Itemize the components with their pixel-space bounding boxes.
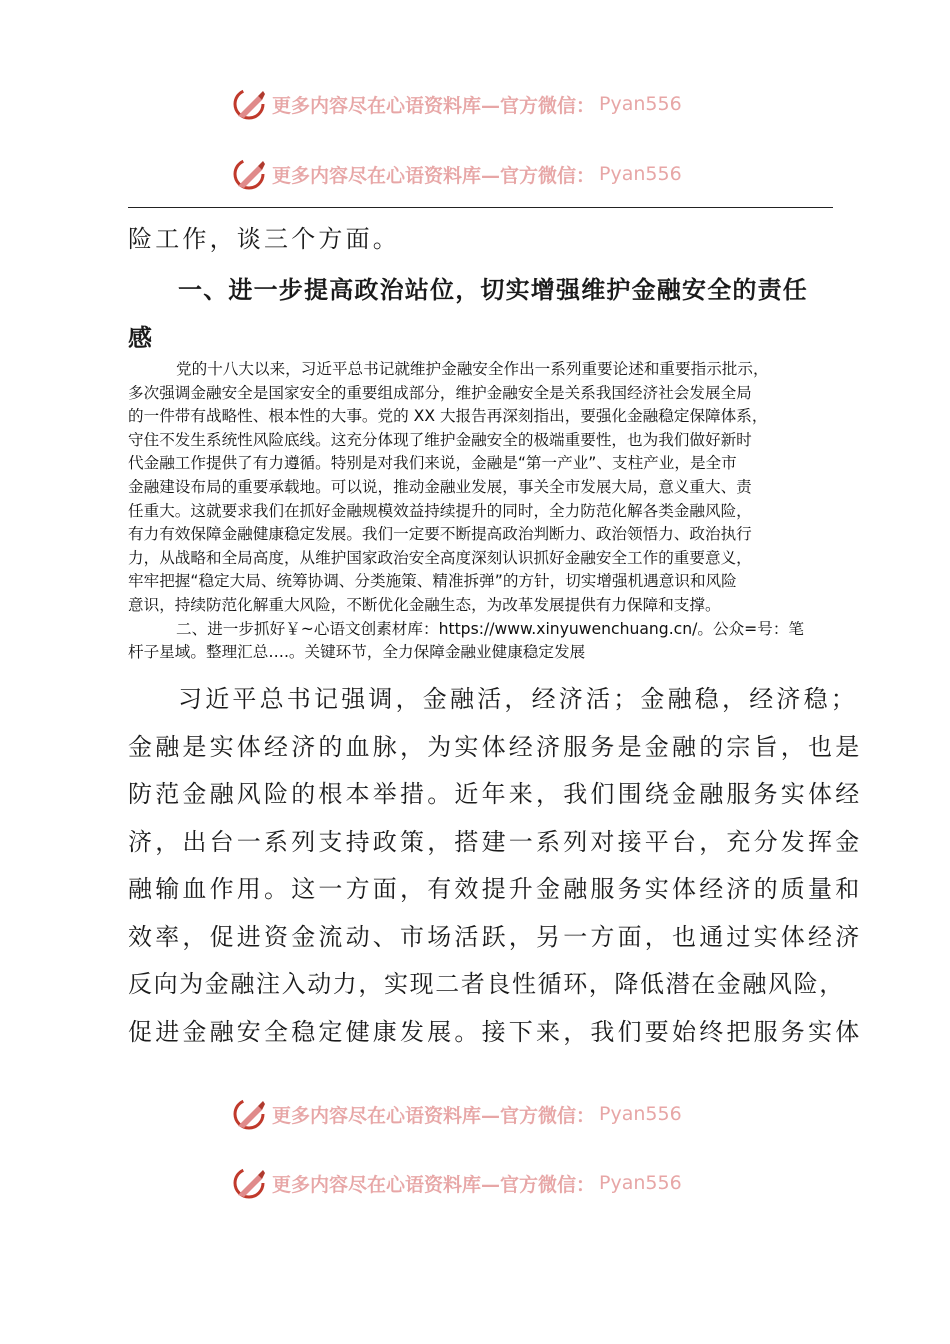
watermark-text: 更多内容尽在心语资料库—官方微信： <box>272 1173 596 1196</box>
watermark-id: Pyan556 <box>599 163 682 185</box>
para1-line: 党的十八大以来，习近平总书记就维护金融安全作出一系列重要论述和重要指示批示， <box>176 360 769 378</box>
para3-line: 金融是实体经济的血脉，为实体经济服务是金融的宗旨，也是 <box>128 732 863 761</box>
para1-line: 守住不发生系统性风险底线。这充分体现了维护金融安全的极端重要性，也为我们做好新时 <box>128 430 752 449</box>
watermark-text: 更多内容尽在心语资料库—官方微信： <box>272 164 596 187</box>
para1-line: 任重大。这就要求我们在抓好金融规模效益持续提升的同时，全力防范化解各类金融风险， <box>128 501 752 520</box>
watermark-top-1 <box>232 84 682 124</box>
watermark-id: Pyan556 <box>599 1103 682 1125</box>
brush-logo-icon <box>232 86 268 122</box>
watermark-text: 更多内容尽在心语资料库—官方微信： <box>272 1104 596 1127</box>
watermark-text: 更多内容尽在心语资料库—官方微信： <box>272 94 596 117</box>
para3-line: 防范金融风险的根本举措。近年来，我们围绕金融服务实体经 <box>128 780 863 808</box>
para1-line: 的一件带有战略性、根本性的大事。党的 XX 大报告再深刻指出，要强化金融稳定保障体系， <box>128 407 768 426</box>
para1-line: 代金融工作提供了有力遵循。特别是对我们来说，金融是“第一产业”、支柱产业，是全市 <box>128 454 737 473</box>
header-rule <box>128 207 833 208</box>
brush-logo-icon <box>232 1096 268 1132</box>
para2-line: 杆子星域。整理汇总….。关键环节，全力保障金融业健康稳定发展 <box>128 643 586 662</box>
para1-line: 金融建设布局的重要承载地。可以说，推动金融业发展，事关全市发展大局，意义重大、责 <box>128 477 752 496</box>
para1-line: 意识，持续防范化解重大风险，不断优化金融生态，为改革发展提供有力保障和支撑。 <box>128 595 721 614</box>
para1 <box>128 358 838 665</box>
watermark-bottom-2 <box>232 1163 682 1203</box>
para3-line: 融输血作用。这一方面，有效提升金融服务实体经济的质量和 <box>128 875 863 903</box>
para3-line: 反向为金融注入动力，实现二者良性循环，降低潜在金融风险， <box>128 970 845 998</box>
brush-logo-icon <box>232 1165 268 1201</box>
para3-line: 效率，促进资金流动、市场活跃，另一方面，也通过实体经济 <box>128 922 863 951</box>
para1-line: 力，从战略和全局高度，从维护国家政治安全高度深刻认识抓好金融安全工作的重要意义， <box>128 548 752 567</box>
para3 <box>128 676 863 1056</box>
para1-line: 牢牢把握“稳定大局、统筹协调、分类施策、精准拆弹”的方针，切实增强机遇意识和风险 <box>128 572 737 591</box>
section1-heading: 一、进一步提高政治站位，切实增强维护金融安全的责任 <box>178 276 808 304</box>
watermark-id: Pyan556 <box>599 1172 682 1194</box>
watermark-id: Pyan556 <box>599 93 682 115</box>
para3-line: 促进金融安全稳定健康发展。接下来，我们要始终把服务实体 <box>128 1017 863 1046</box>
watermark-bottom-1 <box>232 1094 682 1134</box>
para3-line: 习近平总书记强调，金融活，经济活；金融稳，经济稳； <box>178 685 858 713</box>
brush-logo-icon <box>232 156 268 192</box>
watermark-top-2 <box>232 154 682 194</box>
para1-line: 有力有效保障金融健康稳定发展。我们一定要不断提高政治判断力、政治领悟力、政治执行 <box>128 525 752 544</box>
para3-line: 济，出台一系列支持政策，搭建一系列对接平台，充分发挥金 <box>128 827 863 856</box>
para1-line: 多次强调金融安全是国家安全的重要组成部分，维护金融安全是关系我国经济社会发展全局 <box>128 383 752 402</box>
para2-line: 二、进一步抓好￥~心语文创素材库：https://www.xinyuwenchuang.cn/。公众=号：笔 <box>176 619 805 638</box>
section1-heading-cont: 感 <box>128 324 152 352</box>
intro-tail: 险工作，谈三个方面。 <box>128 225 400 253</box>
